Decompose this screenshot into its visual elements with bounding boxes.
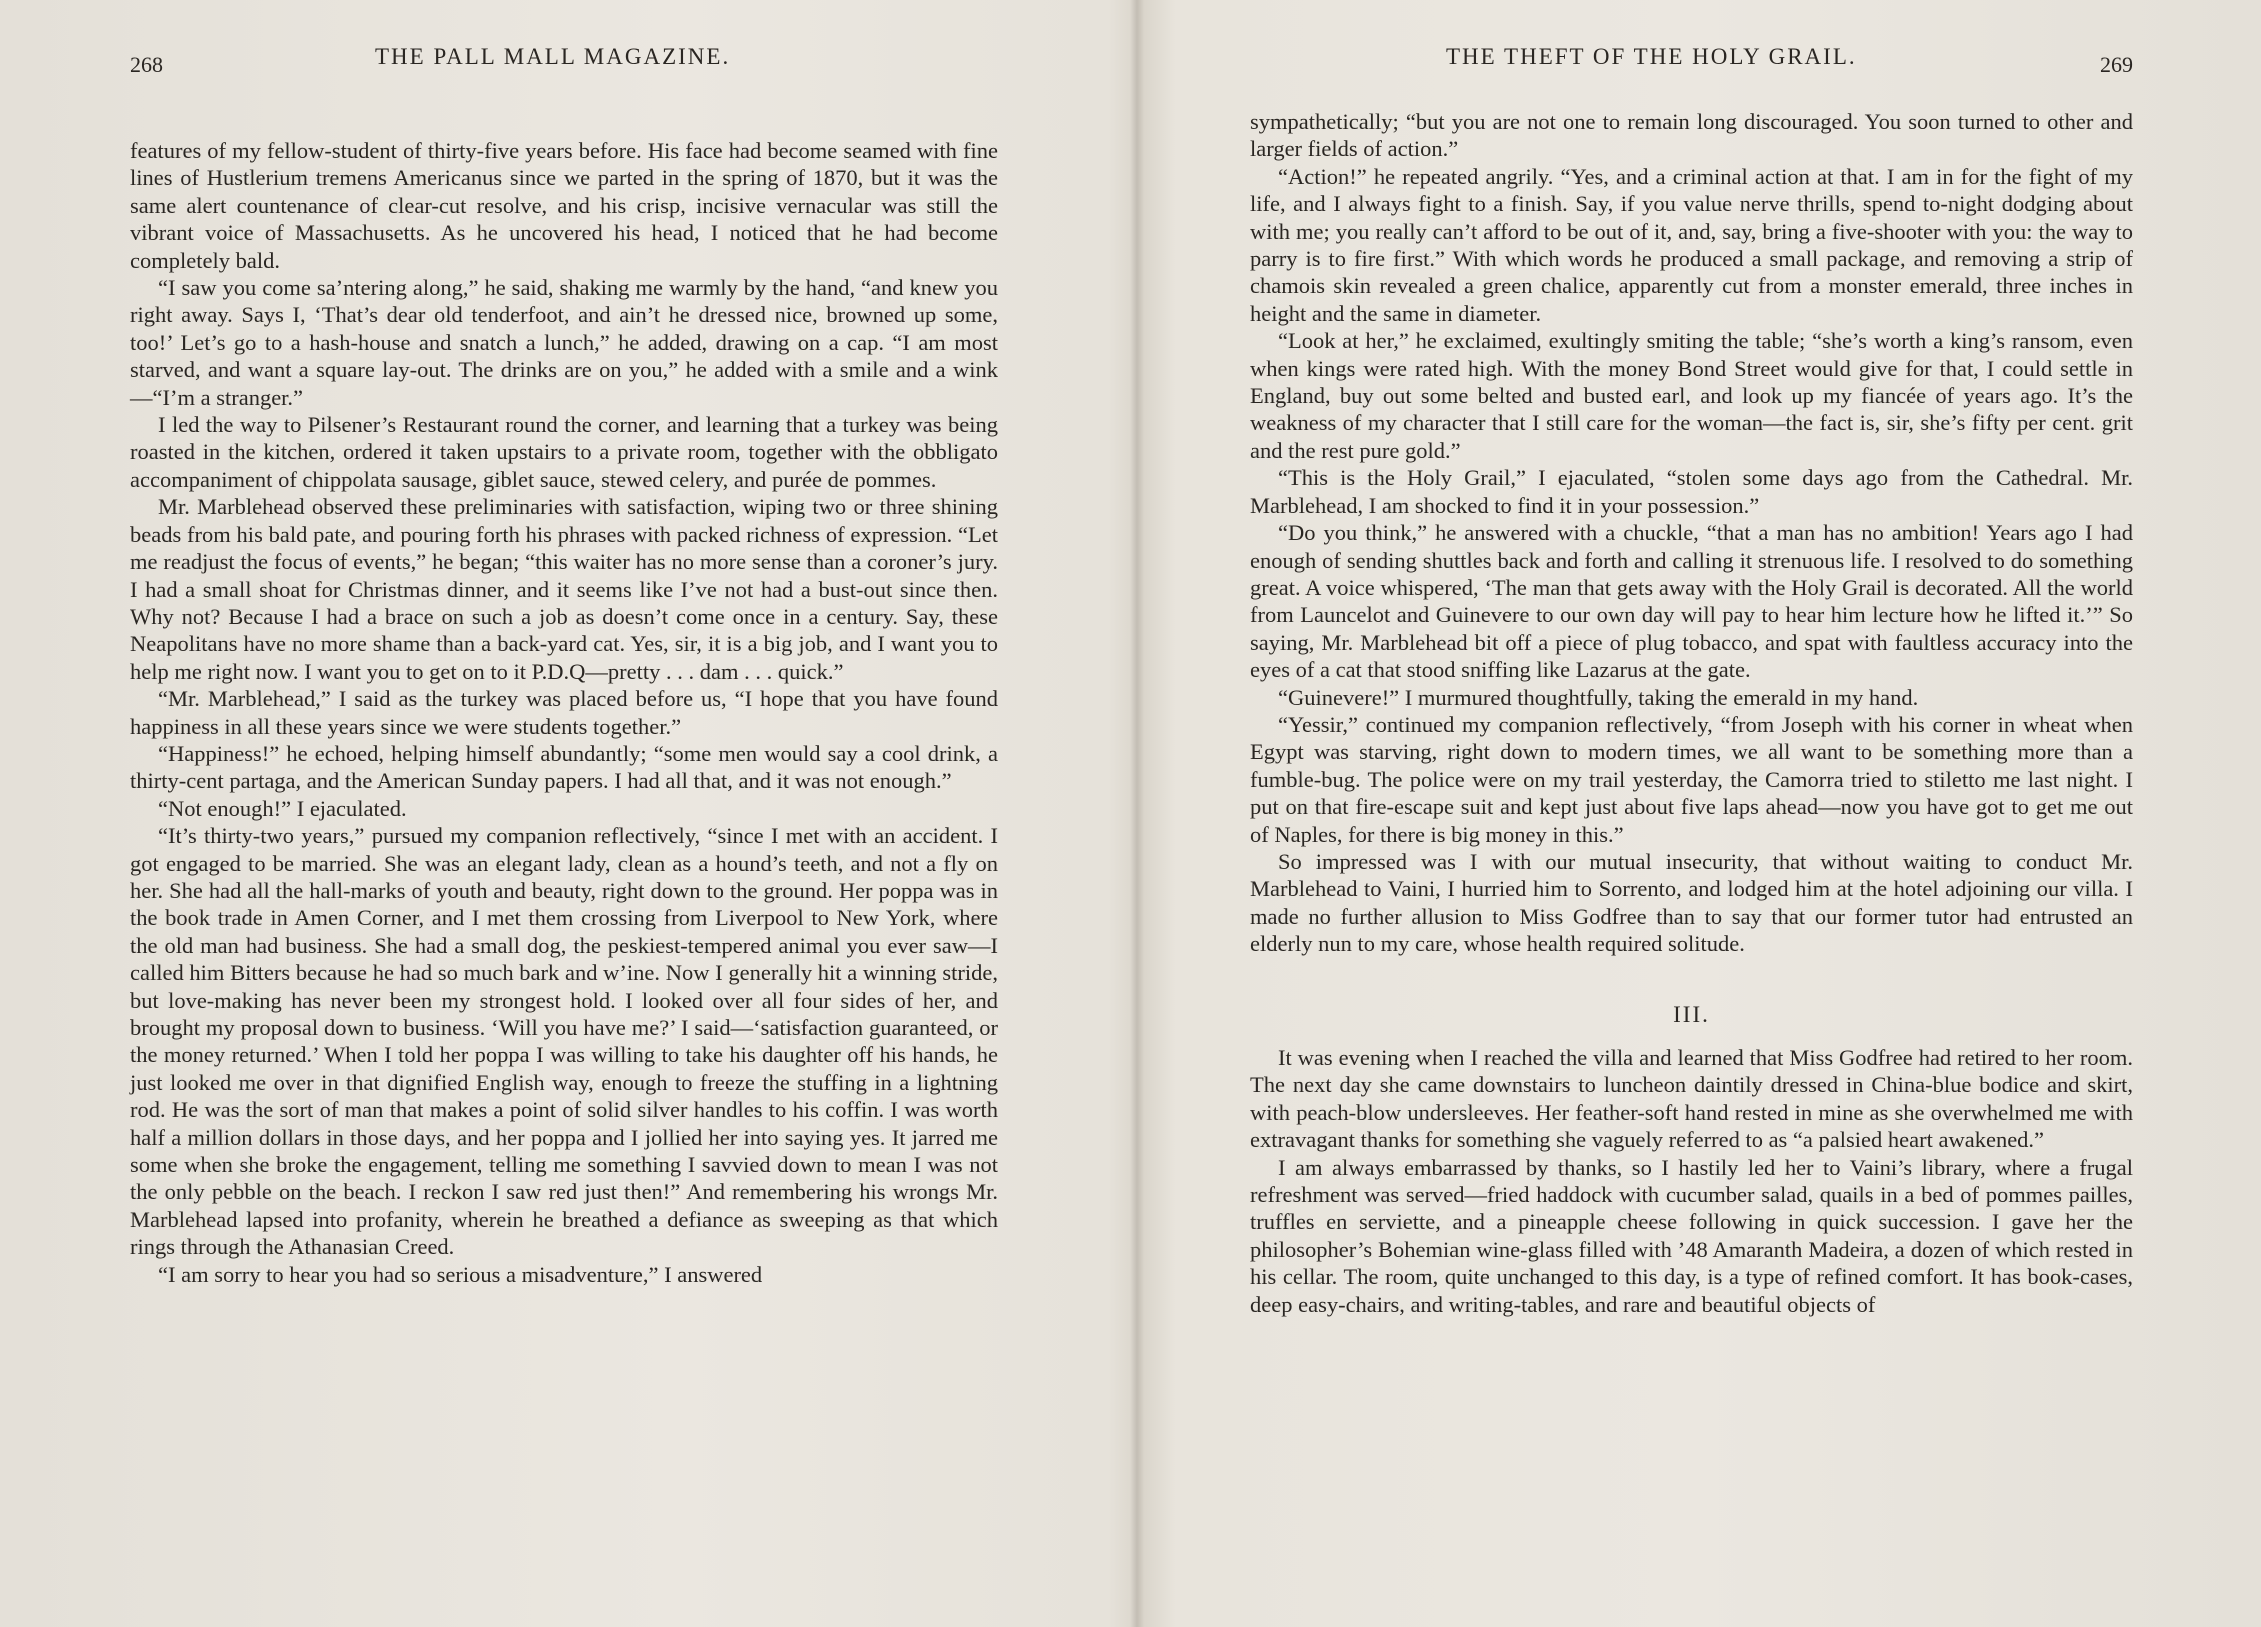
paragraph: “Action!” he repeated angrily. “Yes, and a criminal action at that. I am in for the fight of my life, and I always fight to a finish. Say, if you value nerve thrills, spend to-night dodging about with me; you really can’t afford to be out of it, and, say, bring a five-shooter with you: the way to parry is to fire first.” With which words he produced a small package, and removing a strip of chamois skin revealed a green chalice, apparently cut from a monster emerald, three inches in height and the same in diameter. [1250, 163, 2133, 326]
paragraph: “Not enough!” I ejaculated. [158, 795, 407, 821]
right-body-text [1250, 108, 2133, 1318]
paragraph: “It’s thirty-two years,” pursued my companion reflectively, “since I met with an accident. I got engaged to be married. She was an elegant lady, clean as a hound’s teeth, and not a fly on her. She had all the hall-marks of youth and beauty, right down to the ground. Her poppa was in the book trade in Amen Corner, and I met them crossing from Liverpool to New York, where the old man had business. She had a small dog, the peskiest-tempered animal you ever saw—I called him Bitters because he had so much bark and w’ine. Now I generally hit a winning stride, but love-making has never been my strongest hold. I looked over all four sides of her, and brought my proposal down to business. ‘Will you have me?’ I said—‘satisfaction guaranteed, or the money returned.’ When I told her poppa I was willing to take his daughter off his hands, he just looked me over in that dignified English way, enough to freeze the stuffing in a lightning rod. He was the sort of man that makes a point of solid silver handles to his coffin. I was worth half a million dollars in those days, and her poppa and I jollied her into saying yes. It jarred me some when she broke the engagement, telling me something I savvied down to mean I was not the only pebble on the beach. I reckon I saw red just then!” And remembering his wrongs Mr. Marblehead lapsed into profanity, wherein he breathed a defiance as sweeping as that which rings through the Athanasian Creed. [130, 823, 998, 1260]
paragraph: Mr. Marblehead observed these preliminaries with satisfaction, wiping two or three shining beads from his bald pate, and pouring forth his phrases with packed richness of expression. “Let me readjust the focus of events,” he began; “this waiter has no more sense than a coroner’s jury. I had a small shoat for Christmas dinner, and it seems like I’ve not had a bust-out since then. Why not? Because I had a brace on such a job as doesn’t come once in a century. Say, these Neapolitans have no more shame than a back-yard cat. Yes, sir, it is a big job, and I want you to help me right now. I want you to get on to it P.D.Q—pretty . . . dam . . . quick.” [130, 494, 998, 684]
left-running-title: THE PALL MALL MAGAZINE. [375, 44, 731, 69]
paragraph: “Look at her,” he exclaimed, exultingly smiting the table; “she’s worth a king’s ransom, even when kings were rated high. With the money Bond Street would give for that, I could settle in England, buy out some belted and busted earl, and look up my fiancée of years ago. It’s the weakness of my character that I still care for the woman—the fact is, sir, she’s fifty per cent. grit and the rest pure gold.” [1250, 328, 2133, 463]
paragraph: I led the way to Pilsener’s Restaurant round the corner, and learning that a turkey was being roasted in the kitchen, ordered it taken upstairs to a private room, together with the obbligato accompaniment of chippolata sausage, giblet sauce, stewed celery, and purée de pommes. [130, 412, 998, 492]
book-gutter [1130, 0, 1144, 1627]
section-heading: III. [1673, 1001, 1710, 1027]
paragraph: It was evening when I reached the villa and learned that Miss Godfree had retired to her room. The next day she came downstairs to luncheon daintily dressed in China-blue bodice and skirt, with peach-blow undersleeves. Her feather-soft hand rested in mine as she overwhelmed me with extravagant thanks for something she vaguely referred to as “a palsied heart awakened.” [1250, 1045, 2133, 1153]
paragraph: “Do you think,” he answered with a chuckle, “that a man has no ambition! Years ago I had enough of sending shuttles back and forth and calling it strenuous life. I resolved to do something great. A voice whispered, ‘The man that gets away with the Holy Grail is decorated. All the world from Launcelot and Guinevere to our own day will pay to hear him lecture how he lifted it.’” So saying, Mr. Marblehead bit off a piece of plug tobacco, and spat with faultless accuracy into the eyes of a cat that stood sniffing like Lazarus at the gate. [1250, 520, 2133, 683]
paragraph: “Yessir,” continued my companion reflectively, “from Joseph with his corner in wheat when Egypt was starving, right down to modern times, we all want to be something more than a fumble-bug. The police were on my trail yesterday, the Camorra tried to stiletto me last night. I put on that fire-escape suit and kept just about five laps ahead—now you have got to get me out of Naples, for there is big money in this.” [1250, 711, 2133, 847]
right-page [1250, 0, 2133, 1627]
right-page-number: 269 [2100, 52, 2133, 77]
paragraph: I am always embarrassed by thanks, so I hastily led her to Vaini’s library, where a frugal refreshment was served—fried haddock with cucumber salad, quails in a bed of pommes pailles, truffles en serviette, and a pineapple cheese following in quick succession. I gave her the philosopher’s Bohemian wine-glass filled with ’48 Amaranth Madeira, a dozen of which rested in his cellar. The room, quite unchanged to this day, is a type of refined comfort. It has book-cases, deep easy-chairs, and writing-tables, and rare and beautiful objects of [1250, 1154, 2133, 1317]
left-page [130, 0, 998, 1627]
right-running-head [1250, 44, 2133, 88]
paragraph: “Happiness!” he echoed, helping himself abundantly; “some men would say a cool drink, a thirty-cent partaga, and the American Sunday papers. I had all that, and it was not enough.” [130, 740, 998, 794]
paragraph: sympathetically; “but you are not one to remain long discouraged. You soon turned to other and larger fields of action.” [1250, 109, 2133, 162]
paragraph: So impressed was I with our mutual insecurity, that without waiting to conduct Mr. Marblehead to Vaini, I hurried him to Sorrento, and lodged him at the hotel adjoining our villa. I made no further allusion to Miss Godfree than to say that our former tutor had entrusted an elderly nun to my care, whose health required solitude. [1250, 848, 2133, 957]
paragraph: “I saw you come sa’ntering along,” he said, shaking me warmly by the hand, “and knew you right away. Says I, ‘That’s dear old tenderfoot, and ain’t he dressed nice, browned up some, too!’ Let’s go to a hash-house and snatch a lunch,” he added, drawing on a cap. “I am most starved, and want a square lay-out. The drinks are on you,” he added with a smile and a wink—“I’m a stranger.” [130, 275, 998, 410]
paragraph: “Guinevere!” I murmured thoughtfully, taking the emerald in my hand. [1278, 684, 1919, 710]
left-running-head [130, 44, 998, 88]
paragraph: “This is the Holy Grail,” I ejaculated, “stolen some days ago from the Cathedral. Mr. Marblehead, I am shocked to find it in your possession.” [1250, 465, 2133, 518]
left-body-text [130, 137, 998, 1288]
paragraph: features of my fellow-student of thirty-five years before. His face had become seamed with fine lines of Hustlerium tremens Americanus since we parted in the spring of 1870, but it was the same alert countenance of clear-cut resolve, and his crisp, incisive vernacular was still the vibrant voice of Massachusetts. As he uncovered his head, I noticed that he had become completely bald. [130, 138, 998, 273]
right-running-title: THE THEFT OF THE HOLY GRAIL. [1446, 44, 1857, 69]
paragraph: “I am sorry to hear you had so serious a misadventure,” I answered [158, 1261, 763, 1287]
left-page-number: 268 [130, 52, 163, 77]
paragraph: “Mr. Marblehead,” I said as the turkey was placed before us, “I hope that you have found happiness in all these years since we were students together.” [130, 686, 998, 739]
